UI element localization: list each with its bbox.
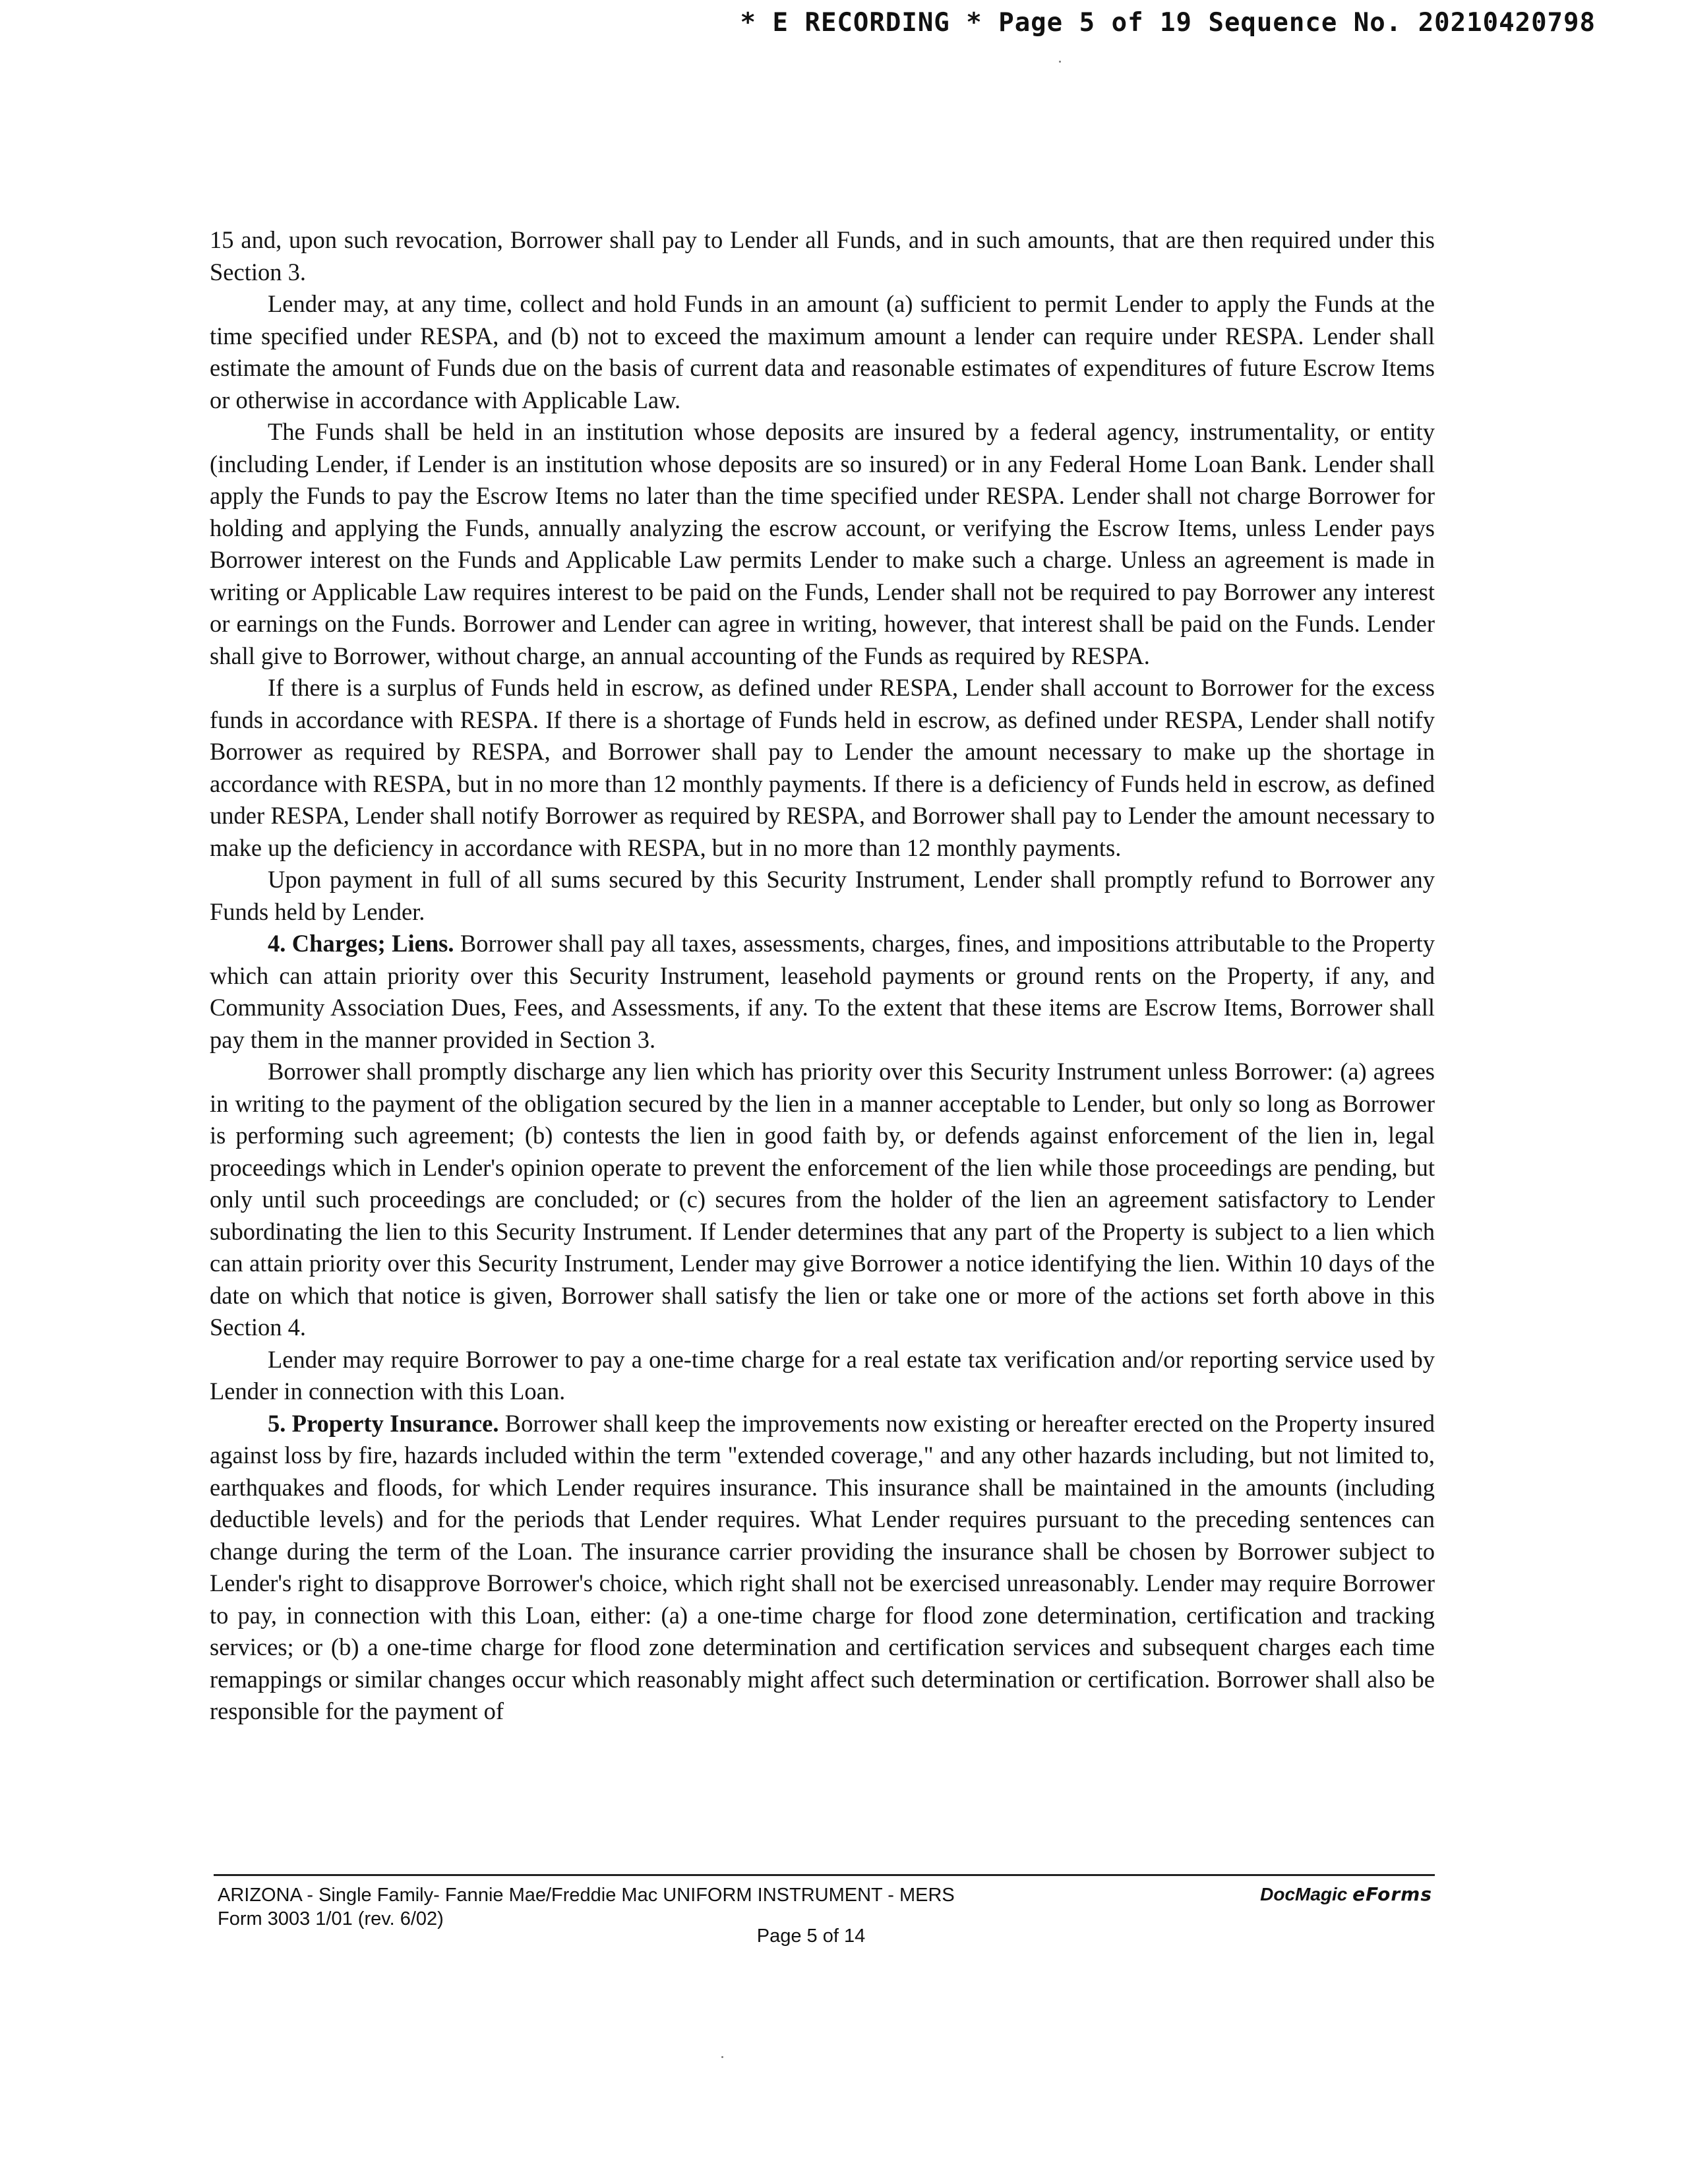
section-4-text: Borrower shall pay all taxes, assessments, charges, fines, and impositions attributable to the Property which can attain priority over this Security Instrument, leasehold payments or ground rents on the Property, if any, and Community Association Dues, Fees, and Assessments, if any. To the extent that these items are Escrow Items, Borrower shall pay them in the manner provided in Section 3. bbox=[210, 930, 1435, 1053]
footer-form-title: ARIZONA - Single Family- Fannie Mae/Freddie Mac UNIFORM INSTRUMENT - MERS bbox=[218, 1885, 955, 1906]
eforms-logo-text: eForms bbox=[1352, 1883, 1432, 1905]
paragraph-discharge-lien: Borrower shall promptly discharge any lien which has priority over this Security Instrument unless Borrower: (a) agrees in writing to the payment of the obligation secured by the lien in a manner acceptable to Lender, but only so long as Borrower is performing such agreement; (b) contests the lien in good faith by, or defends against enforcement of the lien in, legal proceedings which in Lender's opinion operate to prevent the enforcement of the lien while those proceedings are pending, but only until such proceedings are concluded; or (c) secures from the holder of the lien an agreement satisfactory to Lender subordinating the lien to this Security Instrument. If Lender determines that any part of the Property is subject to a lien which can attain priority over this Security Instrument, Lender may give Borrower a notice identifying the lien. Within 10 days of the date on which that notice is given, Borrower shall satisfy the lien or take one or more of the actions set forth above in this Section 4. bbox=[210, 1058, 1435, 1341]
section-5-title: 5. Property Insurance. bbox=[268, 1409, 499, 1437]
paragraph-funds-held: The Funds shall be held in an institution whose deposits are insured by a federal agency, instrumentality, or entity (including Lender, if Lender is an institution whose deposits are so insured) or in any Federal Home Loan Bank. Lender shall apply the Funds to pay the Escrow Items no later than the time specified under RESPA. Lender shall not charge Borrower for holding and applying the Funds, annually analyzing the escrow account, or verifying the Escrow Items, unless Lender pays Borrower interest on the Funds and Applicable Law permits Lender to make such a charge. Unless an agreement is made in writing or Applicable Law requires interest to be paid on the Funds, Lender shall not be required to pay Borrower any interest or earnings on the Funds. Borrower and Lender can agree in writing, however, that interest shall be paid on the Funds. Lender shall give to Borrower, without charge, an annual accounting of the Funds as required by RESPA. bbox=[210, 418, 1435, 669]
footer-divider bbox=[214, 1874, 1435, 1876]
footer-form-info bbox=[218, 1883, 1207, 1931]
paragraph-refund: Upon payment in full of all sums secured by this Security Instrument, Lender shall promptly refund to Borrower any Funds held by Lender. bbox=[210, 866, 1435, 925]
recording-stamp-header: * E RECORDING * Page 5 of 19 Sequence No. 20210420798 bbox=[740, 8, 1596, 38]
scan-speck bbox=[721, 2056, 723, 2058]
section-5-text: Borrower shall keep the improvements now existing or hereafter erected on the Property insured against loss by fire, hazards included within the term "extended coverage," and any other hazards including, but not limited to, earthquakes and floods, for which Lender requires insurance. This insurance shall be maintained in the amounts (including deductible levels) and for the periods that Lender requires. What Lender requires pursuant to the preceding sentences can change during the term of the Loan. The insurance carrier providing the insurance shall be chosen by Borrower subject to Lender's right to disapprove Borrower's choice, which right shall not be exercised unreasonably. Lender may require Borrower to pay, in connection with this Loan, either: (a) a one-time charge for flood zone determination, certification and tracking services; or (b) a one-time charge for flood zone determination and certification services and subsequent charges each time remappings or similar changes occur which reasonably might affect such determination or certification. Borrower shall also be responsible for the payment of bbox=[210, 1409, 1435, 1724]
section-5-property-insurance bbox=[210, 1408, 1435, 1728]
footer-form-number: Form 3003 1/01 (rev. 6/02) bbox=[218, 1908, 444, 1929]
paragraph-revocation: 15 and, upon such revocation, Borrower shall pay to Lender all Funds, and in such amounts, that are then required under this Section 3. bbox=[210, 226, 1435, 286]
paragraph-collect-funds: Lender may, at any time, collect and hold Funds in an amount (a) sufficient to permit Lender to apply the Funds at the time specified under RESPA, and (b) not to exceed the maximum amount a lender can require under RESPA. Lender shall estimate the amount of Funds due on the basis of current data and reasonable estimates of expenditures of future Escrow Items or otherwise in accordance with Applicable Law. bbox=[210, 290, 1435, 413]
scan-speck bbox=[1059, 61, 1061, 63]
footer-page-number: Page 5 of 14 bbox=[756, 1926, 866, 1947]
paragraph-surplus-shortage: If there is a surplus of Funds held in escrow, as defined under RESPA, Lender shall account to Borrower for the excess funds in accordance with RESPA. If there is a shortage of Funds held in escrow, as defined under RESPA, Lender shall notify Borrower as required by RESPA, and Borrower shall pay to Lender the amount necessary to make up the shortage in accordance with RESPA, but in no more than 12 monthly payments. If there is a deficiency of Funds held in escrow, as defined under RESPA, Lender shall notify Borrower as required by RESPA, and Borrower shall pay to Lender the amount necessary to make up the deficiency in accordance with RESPA, but in no more than 12 monthly payments. bbox=[210, 674, 1435, 861]
document-body bbox=[210, 224, 1435, 1728]
paragraph-tax-verification: Lender may require Borrower to pay a one-time charge for a real estate tax verification and/or reporting service used by Lender in connection with this Loan. bbox=[210, 1345, 1435, 1405]
docmagic-eforms-logo bbox=[1260, 1883, 1432, 1905]
section-4-charges-liens bbox=[210, 928, 1435, 1056]
docmagic-logo-text: DocMagic bbox=[1260, 1884, 1353, 1904]
section-4-title: 4. Charges; Liens. bbox=[268, 930, 454, 957]
